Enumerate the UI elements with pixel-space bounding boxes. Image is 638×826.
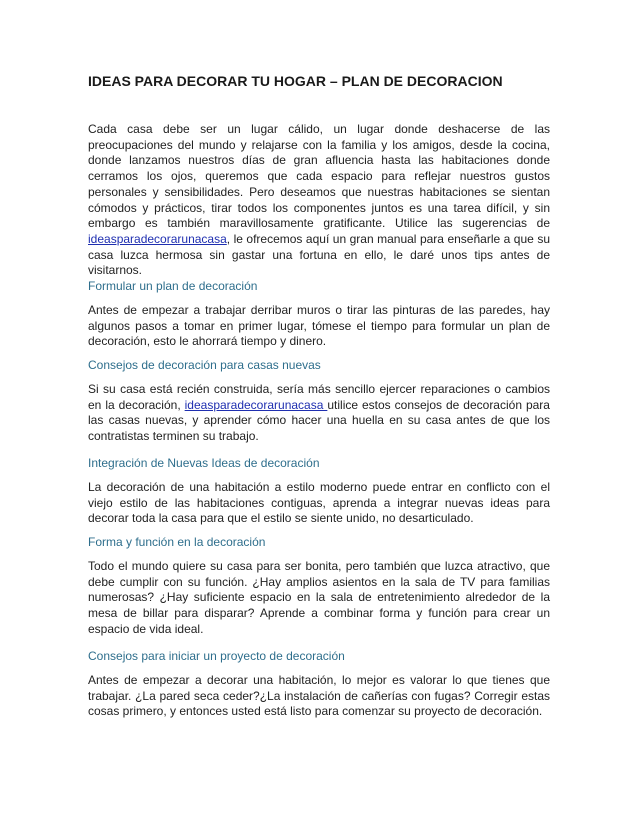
intro-text-start: Cada casa debe ser un lugar cálido, un lugar donde deshacerse de las preocupaciones del mundo y relajarse con la familia y los amigos, desde la cocina, donde lanzamos nuestros días de gran afluencia hasta las habitaciones donde cerramos los ojos, queremos que cada espacio para reflejar nuestros gustos personales y sensibilidades. Pero deseamos que nuestras habitaciones se sientan cómodos y prácticos, tirar todos los componentes juntos es una tarea difícil, y sin embargo es también maravillosamente gratificante. Utilice las sugerencias de <box>88 122 550 231</box>
section-paragraph-plan: Antes de empezar a trabajar derribar muros o tirar las pinturas de las paredes, hay algunos pasos a tomar en primer lugar, tómese el tiempo para formular un plan de decoración, esto le ahorrará tiempo y dinero. <box>88 303 550 349</box>
intro-paragraph <box>88 122 550 279</box>
section-paragraph-casas-nuevas <box>88 382 550 445</box>
section-paragraph-integracion: La decoración de una habitación a estilo moderno puede entrar en conflicto con el viejo estilo de las habitaciones contiguas, aprenda a integrar nuevas ideas para decorar toda la casa para que el estilo se siente unido, no desarticulado. <box>88 480 550 526</box>
section-heading-iniciar-proyecto: Consejos para iniciar un proyecto de decoración <box>88 649 345 663</box>
section-heading-plan: Formular un plan de decoración <box>88 279 258 293</box>
section-heading-integracion: Integración de Nuevas Ideas de decoración <box>88 456 320 470</box>
intro-site-link[interactable]: ideasparadecorarunacasa <box>88 231 227 246</box>
casas-nuevas-site-link[interactable]: ideasparadecorarunacasa <box>184 397 328 412</box>
section-heading-forma-funcion: Forma y función en la decoración <box>88 535 266 549</box>
casas-nuevas-text-start: Si su casa está recién construida, sería más sencillo ejercer reparaciones o cambios en la decoración, <box>88 382 550 412</box>
section-paragraph-iniciar-proyecto: Antes de empezar a decorar una habitación, lo mejor es valorar lo que tienes que trabajar. ¿La pared seca ceder?¿La instalación de cañerías con fugas? Corregir estas cosas primero, y entonces usted está listo para comenzar su proyecto de decoración. <box>88 673 550 719</box>
page-title: IDEAS PARA DECORAR TU HOGAR – PLAN DE DECORACION <box>88 73 503 89</box>
casas-nuevas-text-end: utilice estos consejos de decoración para las casas nuevas, y aprender cómo hacer una huella en su casa antes de que los contratistas terminen su trabajo. <box>88 397 550 444</box>
section-paragraph-forma-funcion: Todo el mundo quiere su casa para ser bonita, pero también que luzca atractivo, que debe cumplir con su función. ¿Hay amplios asientos en la sala de TV para familias numerosas? ¿Hay suficiente espacio en la sala de entretenimiento alrededor de la mesa de billar para disparar? Aprende a combinar forma y función para crear un espacio de vida ideal. <box>88 559 550 636</box>
section-heading-casas-nuevas: Consejos de decoración para casas nuevas <box>88 358 321 372</box>
intro-text-end: , le ofrecemos aquí un gran manual para enseñarle a que su casa luzca hermosa sin gastar una fortuna en ello, le daré unos tips antes de visitarnos. <box>88 231 550 278</box>
